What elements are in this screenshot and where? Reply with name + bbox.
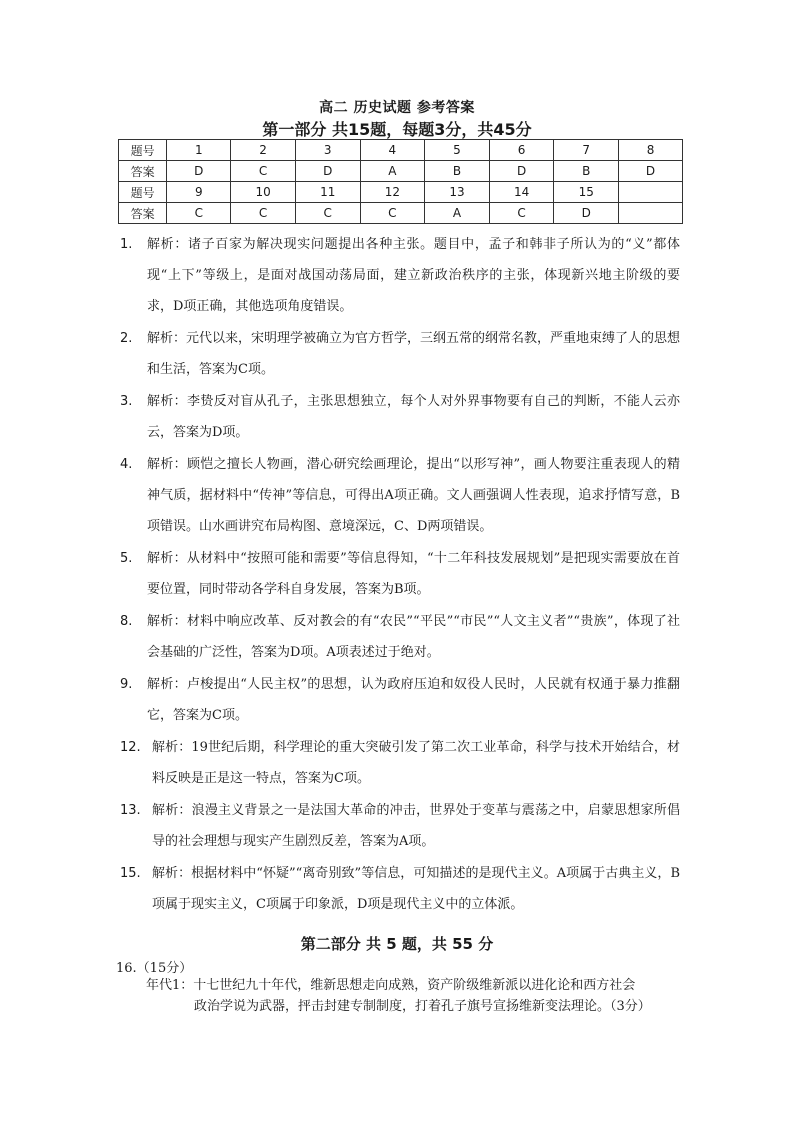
table-cell: D — [619, 161, 683, 182]
table-row — [119, 182, 683, 203]
table-cell — [619, 182, 683, 203]
table-cell: C — [489, 203, 554, 224]
table-cell: B — [554, 161, 619, 182]
era1-line: 年代1：十七世纪九十年代，维新思想走向成熟，资产阶级维新派以进化论和西方社会 — [146, 978, 636, 993]
era1-line: 政治学说为武器，抨击封建专制制度，打着孔子旗号宣扬维新变法理论。（3分） — [194, 999, 651, 1014]
table-cell: 9 — [167, 182, 231, 203]
table-cell: 10 — [231, 182, 296, 203]
table-cell: D — [295, 161, 360, 182]
part1-title: 第一部分 共15题，每题3分，共45分 — [262, 120, 532, 139]
explanation-item — [120, 449, 680, 542]
item-text: 解析：顾恺之擅长人物画，潜心研究绘画理论，提出“以形写神”，画人物要注重表现人的精神气质，据材料中“传神”等信息，可得出A项正确。文人画强调人性表现，追求抒情写意，B项错误。山水画讲究布局构图、意境深远，C、D两项错误。 — [147, 457, 680, 534]
item-text: 解析：卢梭提出“人民主权”的思想，认为政府压迫和奴役人民时，人民就有权通于暴力推翻它，答案为C项。 — [147, 677, 680, 723]
table-cell: 6 — [489, 140, 554, 161]
table-cell: 答案 — [119, 161, 167, 182]
explanation-item — [120, 858, 680, 920]
table-cell: 5 — [425, 140, 490, 161]
table-cell: 4 — [360, 140, 425, 161]
answer-table — [118, 139, 683, 224]
explanation-item — [120, 606, 680, 668]
part2-title: 第二部分 共 5 题，共 55 分 — [300, 935, 494, 953]
explanation-item — [120, 386, 680, 448]
item-text: 解析：材料中响应改革、反对教会的有“农民”“平民”“市民”“人文主义者”“贵族”，体现了社会基础的广泛性，答案为D项。A项表述过于绝对。 — [147, 614, 680, 660]
item-number: 5. — [120, 551, 133, 566]
table-cell — [619, 203, 683, 224]
item-number: 3. — [120, 394, 133, 409]
item-text: 解析：诸子百家为解决现实问题提出各种主张。题目中，孟子和韩非子所认为的“义”都体现“上下”等级上，是面对战国动荡局面，建立新政治秩序的主张，体现新兴地主阶级的要求，D项正确，其他选项角度错误。 — [147, 237, 680, 314]
table-cell: C — [167, 203, 231, 224]
table-cell: 7 — [554, 140, 619, 161]
table-cell: 8 — [619, 140, 683, 161]
document-title: 高二 历史试题 参考答案 — [319, 100, 475, 116]
item-number: 4. — [120, 457, 133, 472]
item-text: 解析：从材料中“按照可能和需要”等信息得知，“十二年科技发展规划”是把现实需要放在首要位置，同时带动各学科自身发展，答案为B项。 — [147, 551, 680, 597]
table-row — [119, 161, 683, 182]
table-cell: C — [231, 161, 296, 182]
item-number: 13. — [120, 803, 141, 818]
item-text: 解析：元代以来，宋明理学被确立为官方哲学，三纲五常的纲常名教，严重地束缚了人的思想和生活，答案为C项。 — [147, 331, 681, 377]
explanation-list — [120, 229, 680, 921]
table-cell: 2 — [231, 140, 296, 161]
item-number: 15. — [120, 866, 141, 881]
table-cell: 11 — [295, 182, 360, 203]
item-number: 2. — [120, 331, 133, 346]
table-cell: C — [295, 203, 360, 224]
table-cell: 15 — [554, 182, 619, 203]
item-number: 1. — [120, 237, 133, 252]
table-cell: 12 — [360, 182, 425, 203]
table-cell: 3 — [295, 140, 360, 161]
table-cell: 1 — [167, 140, 231, 161]
table-row — [119, 140, 683, 161]
table-cell: D — [167, 161, 231, 182]
item-text: 解析：浪漫主义背景之一是法国大革命的冲击，世界处于变革与震荡之中，启蒙思想家所倡导的社会理想与现实产生剧烈反差，答案为A项。 — [152, 803, 680, 849]
table-cell: 13 — [425, 182, 490, 203]
explanation-item — [120, 795, 680, 857]
question-16-answer — [146, 975, 682, 1017]
explanation-item — [120, 732, 680, 794]
item-number: 9. — [120, 677, 133, 692]
item-text: 解析：19世纪后期，科学理论的重大突破引发了第二次工业革命，科学与技术开始结合，材料反映是正是这一特点，答案为C项。 — [152, 740, 680, 786]
table-cell: A — [360, 161, 425, 182]
table-cell: 题号 — [119, 140, 167, 161]
table-cell: 题号 — [119, 182, 167, 203]
explanation-item — [120, 543, 680, 605]
table-cell: A — [425, 203, 490, 224]
table-cell: C — [360, 203, 425, 224]
item-number: 12. — [120, 740, 141, 755]
explanation-item — [120, 323, 680, 385]
table-cell: C — [231, 203, 296, 224]
table-cell: 答案 — [119, 203, 167, 224]
item-text: 解析：李贽反对盲从孔子，主张思想独立，每个人对外界事物要有自己的判断，不能人云亦云，答案为D项。 — [147, 394, 680, 440]
table-cell: D — [489, 161, 554, 182]
table-cell: D — [554, 203, 619, 224]
explanation-item — [120, 229, 680, 322]
item-number: 8. — [120, 614, 133, 629]
table-cell: 14 — [489, 182, 554, 203]
table-cell: B — [425, 161, 490, 182]
question-16-label: 16.（15分） — [116, 961, 193, 976]
item-text: 解析：根据材料中“怀疑”“离奇别致”等信息，可知描述的是现代主义。A项属于古典主义，B项属于现实主义，C项属于印象派，D项是现代主义中的立体派。 — [152, 866, 680, 912]
table-row — [119, 203, 683, 224]
explanation-item — [120, 669, 680, 731]
